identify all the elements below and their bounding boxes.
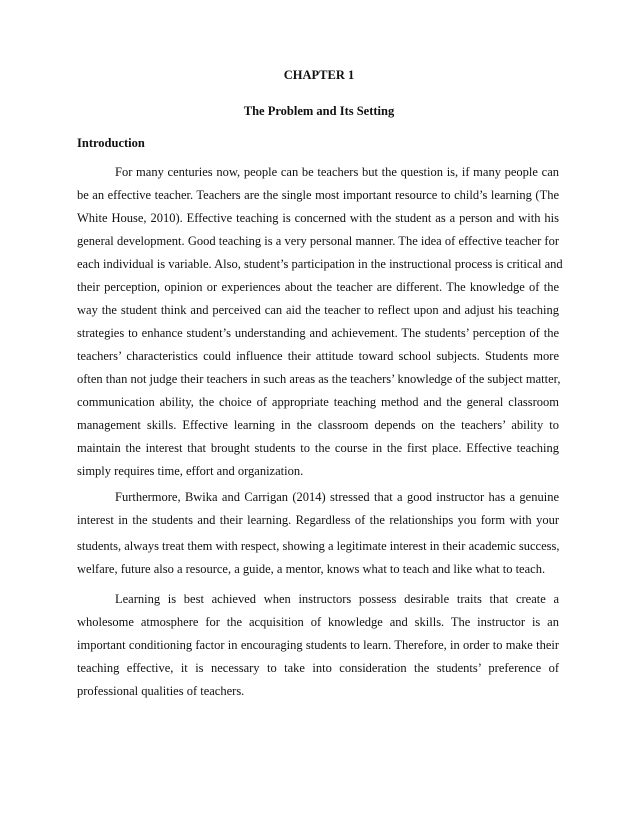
paragraph-line: students, always treat them with respect, showing a legitimate interest in their academic success, bbox=[77, 539, 560, 553]
paragraph-line: simply requires time, effort and organization. bbox=[77, 464, 304, 478]
paragraph-line: way the student think and perceived can aid the teacher to reflect upon and adjust his teaching bbox=[77, 303, 559, 317]
paragraph-line: each individual is variable. Also, student’s participation in the instructional process is critical and bbox=[77, 257, 563, 271]
paragraph-line: teaching effective, it is necessary to take into consideration the students’ preference of bbox=[77, 661, 559, 675]
paragraph-line: important conditioning factor in encouraging students to learn. Therefore, in order to make their bbox=[77, 638, 559, 652]
paragraph-line: their perception, opinion or experiences about the teacher are different. The knowledge of the bbox=[77, 280, 559, 294]
paragraph-line: welfare, future also a resource, a guide, a mentor, knows what to teach and like what to teach. bbox=[77, 562, 546, 576]
paragraph-line: professional qualities of teachers. bbox=[77, 684, 245, 698]
paragraph-line: general development. Good teaching is a very personal manner. The idea of effective teacher for bbox=[77, 234, 559, 248]
paragraph-line: strategies to enhance student’s understanding and achievement. The students’ perception of the bbox=[77, 326, 559, 340]
paragraph-line: maintain the interest that brought students to the course in the first place. Effective teaching bbox=[77, 441, 559, 455]
paragraph-line: teachers’ characteristics could influence their attitude toward school subjects. Students more bbox=[77, 349, 559, 363]
paragraph-line: be an effective teacher. Teachers are the single most important resource to child’s learning (The bbox=[77, 188, 559, 202]
paragraph-line: communication ability, the choice of appropriate teaching method and the general classroom bbox=[77, 395, 559, 409]
paragraph-line: management skills. Effective learning in the classroom depends on the teachers’ ability to bbox=[77, 418, 559, 432]
paragraph-line: interest in the students and their learning. Regardless of the relationships you form with your bbox=[77, 513, 559, 527]
paragraph-line: For many centuries now, people can be teachers but the question is, if many people can bbox=[115, 165, 559, 179]
chapter-title: CHAPTER 1 bbox=[283, 68, 355, 82]
paragraph-line: often than not judge their teachers in such areas as the teachers’ knowledge of the subject matter, bbox=[77, 372, 561, 386]
paragraph-line: wholesome atmosphere for the acquisition of knowledge and skills. The instructor is an bbox=[77, 615, 559, 629]
paragraph-line: Learning is best achieved when instructors possess desirable traits that create a bbox=[115, 592, 559, 606]
paragraph-line: White House, 2010). Effective teaching is concerned with the student as a person and with his bbox=[77, 211, 559, 225]
paragraph-line: Furthermore, Bwika and Carrigan (2014) stressed that a good instructor has a genuine bbox=[115, 490, 559, 504]
section-heading: Introduction bbox=[77, 136, 145, 150]
chapter-subtitle: The Problem and Its Setting bbox=[243, 104, 395, 118]
